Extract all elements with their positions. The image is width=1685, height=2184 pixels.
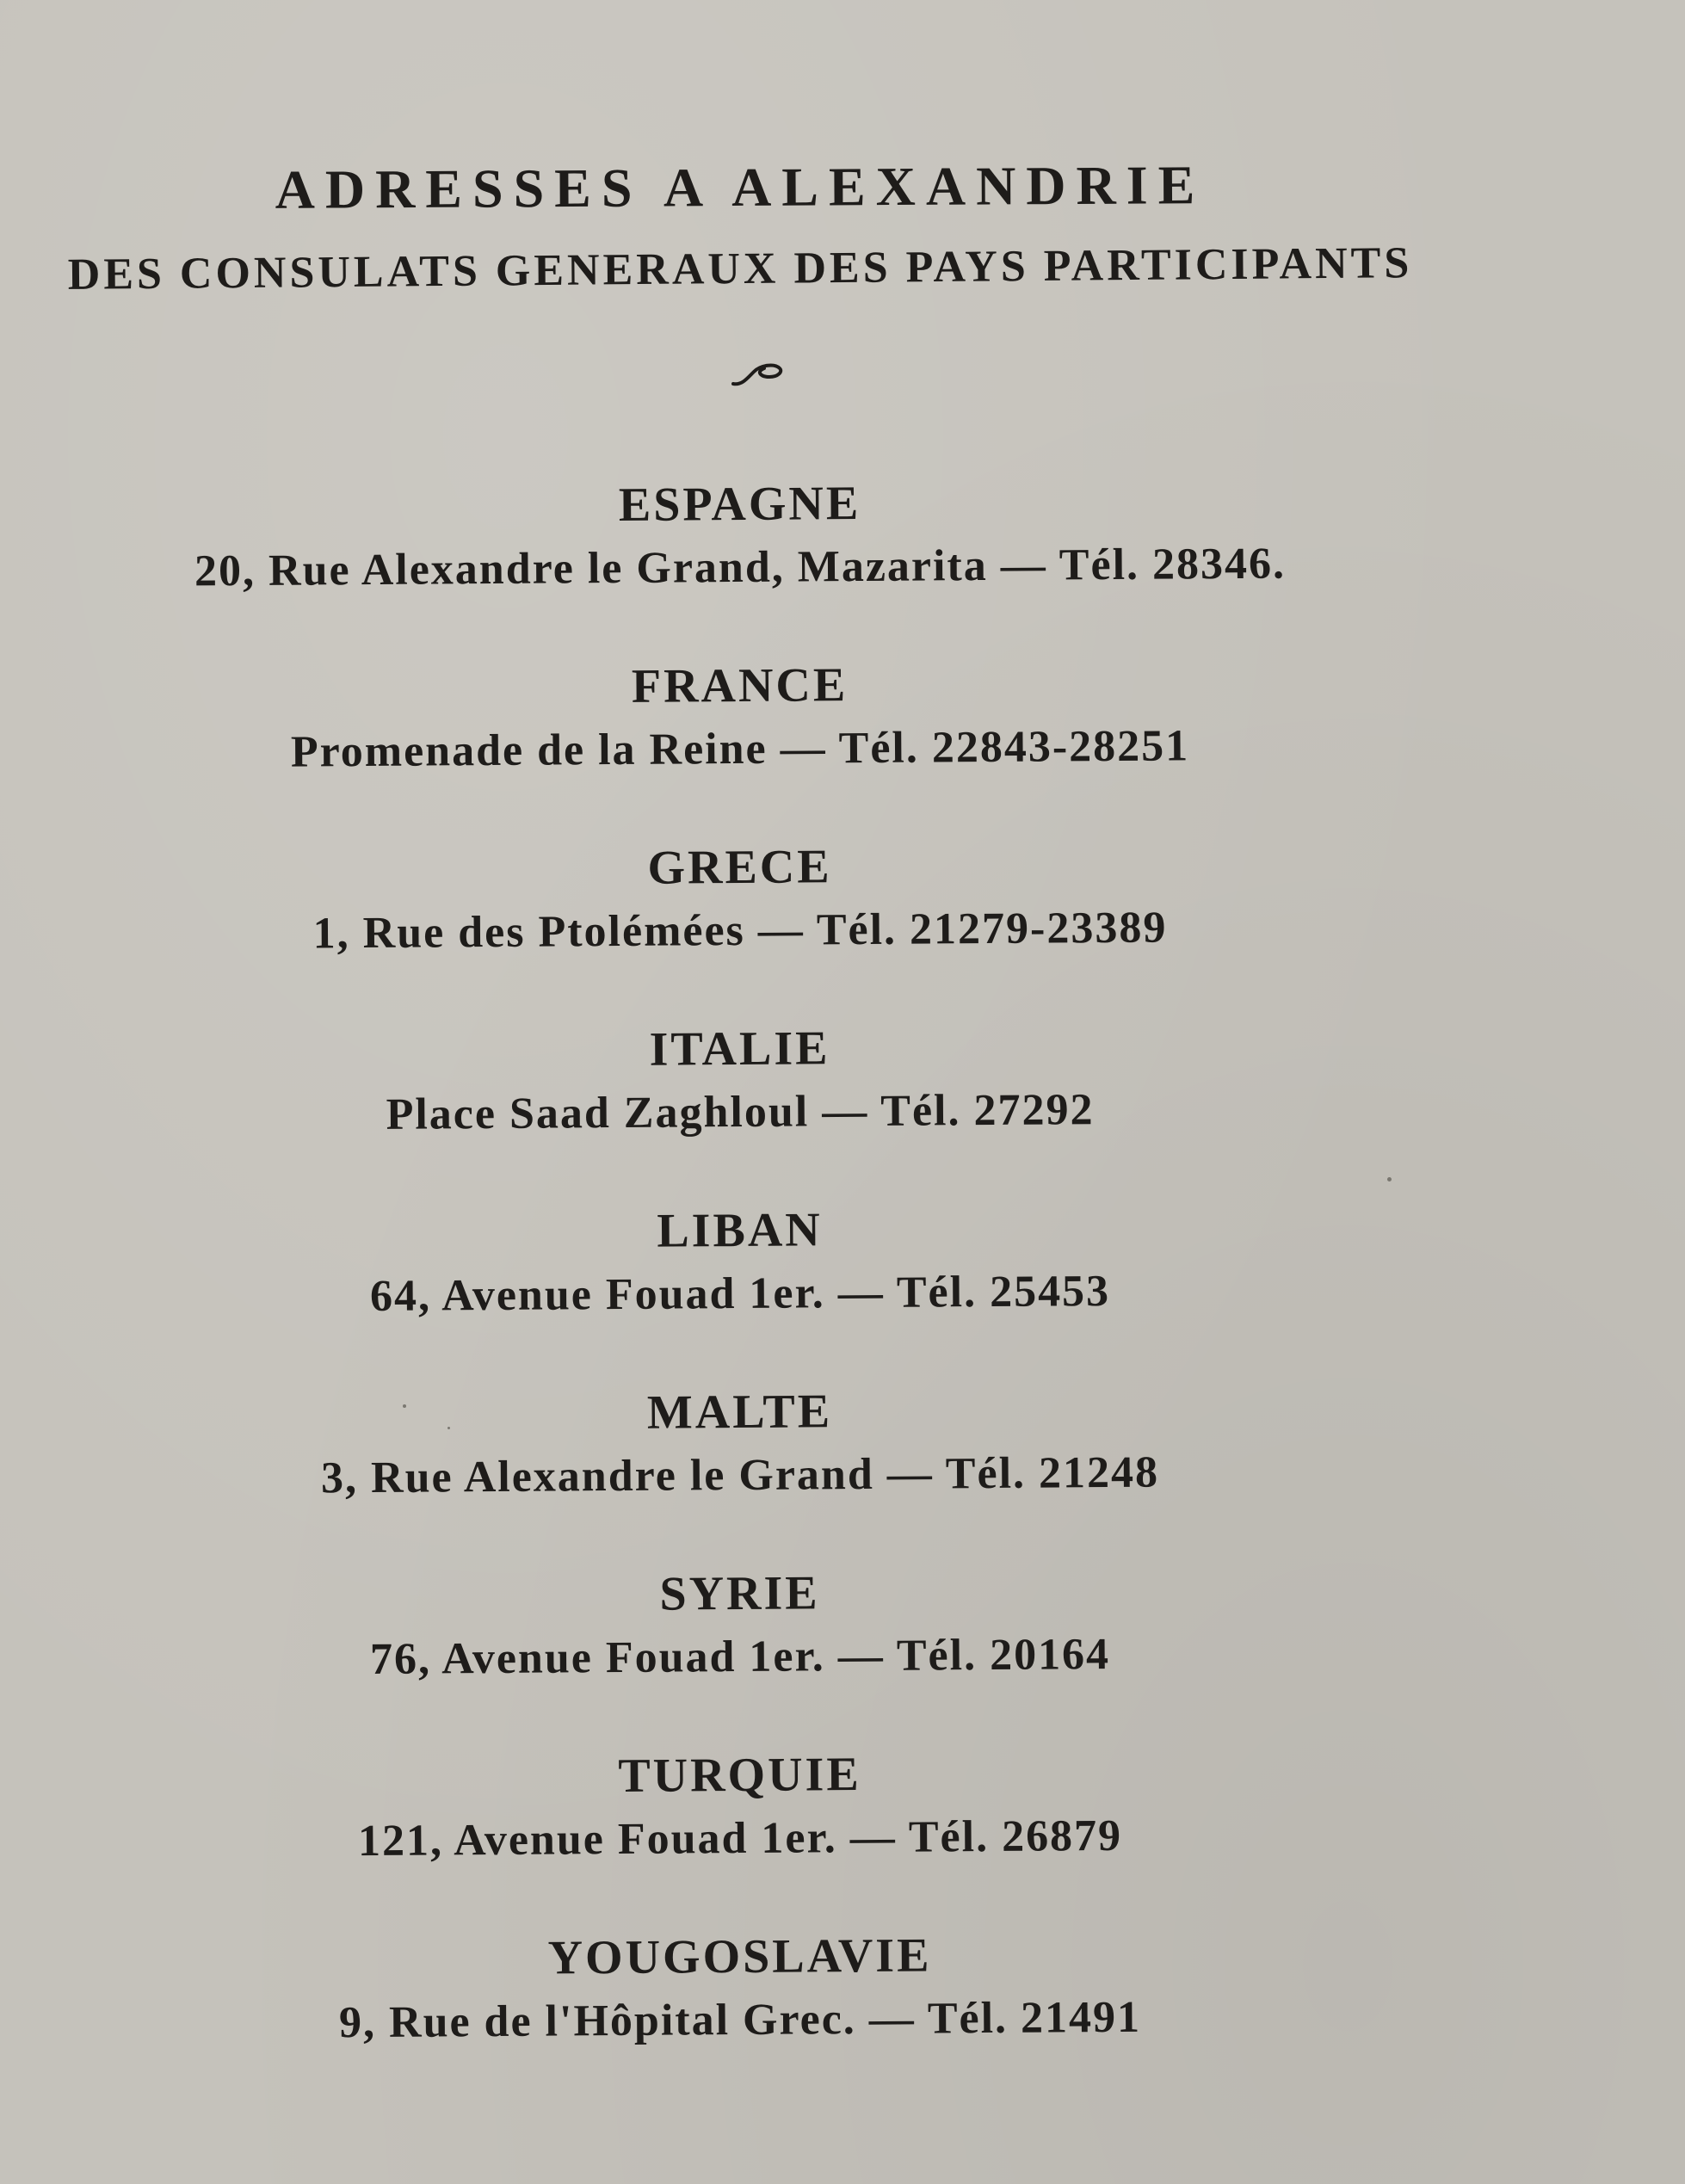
consulate-entry [0,830,1481,1021]
page-subtitle: DES CONSULATS GENERAUX DES PAYS PARTICIPANTS [67,238,1413,299]
consulate-address: 64, Avenue Fouad 1er. — Tél. 25453 [369,1266,1111,1322]
country-name: ESPAGNE [618,477,861,532]
flourish-ornament-icon [730,360,785,391]
consulate-address: 9, Rue de l'Hôpital Grec. — Tél. 21491 [338,1992,1142,2048]
consulate-address: 1, Rue des Ptolémées — Tél. 21279-23389 [312,903,1168,959]
country-name: ITALIE [649,1021,830,1077]
consulate-list [0,472,1480,2106]
paper-speck [403,1404,406,1408]
consulate-address: Place Saad Zaghloul — Tél. 27292 [386,1085,1095,1139]
consulate-address: 20, Rue Alexandre le Grand, Mazarita — Tél. 28346. [194,539,1287,596]
consulate-entry [0,648,1481,840]
consulate-address: 3, Rue Alexandre le Grand — Tél. 21248 [320,1447,1160,1503]
consulate-entry [0,1919,1481,2111]
country-name: GRECE [647,840,832,895]
consulate-address: 121, Avenue Fouad 1er. — Tél. 26879 [357,1811,1123,1866]
country-name: FRANCE [631,658,849,713]
consulate-entry [0,1556,1481,1748]
page-title: ADRESSES A ALEXANDRIE [275,154,1206,220]
consulate-entry [0,1193,1481,1385]
consulate-entry [0,1011,1481,1203]
consulate-address: 76, Avenue Fouad 1er. — Tél. 20164 [369,1629,1111,1685]
country-name: SYRIE [659,1566,820,1621]
country-name: TURQUIE [618,1748,861,1803]
country-name: YOUGOSLAVIE [547,1928,932,1985]
paper-speck [447,1427,450,1429]
consulate-address: Promenade de la Reine — Tél. 22843-28251 [290,721,1190,777]
paper-speck [1387,1177,1392,1181]
consulate-entry [0,1374,1481,1566]
country-name: LIBAN [657,1203,823,1258]
consulate-entry [0,1737,1481,1929]
consulate-entry [0,466,1481,658]
country-name: MALTE [646,1385,833,1440]
